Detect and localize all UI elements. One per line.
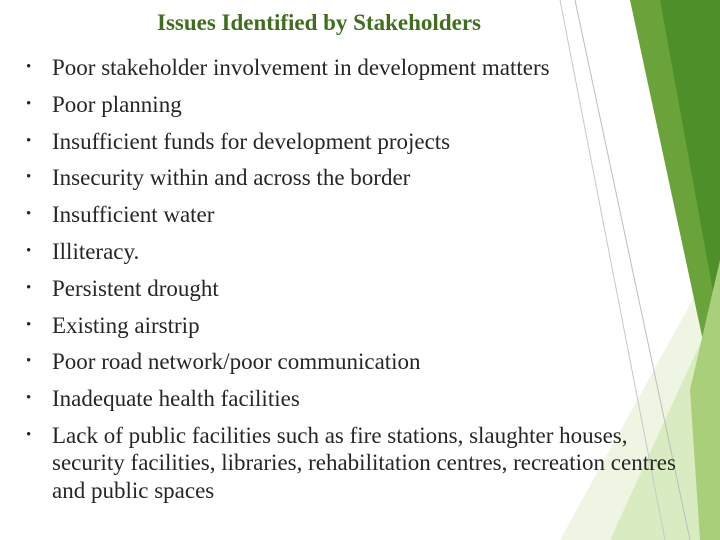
list-item — [26, 54, 706, 82]
list-item-text: Inadequate health facilities — [52, 386, 300, 412]
bullet-icon: • — [26, 95, 32, 112]
list-item — [26, 201, 706, 229]
list-item — [26, 238, 706, 266]
list-item-text: Insecurity within and across the border — [52, 165, 411, 191]
list-item — [26, 275, 706, 303]
bullet-icon: • — [26, 353, 32, 370]
bullet-list — [26, 54, 706, 514]
bullet-icon: • — [26, 132, 32, 149]
list-item-text: Insufficient water — [52, 202, 215, 228]
list-item — [26, 422, 706, 505]
bullet-icon: • — [26, 242, 32, 259]
bullet-icon: • — [26, 316, 32, 333]
bullet-icon: • — [26, 426, 32, 443]
bullet-icon: • — [26, 206, 32, 223]
list-item-text: Insufficient funds for development projects — [52, 128, 451, 154]
list-item — [26, 385, 706, 413]
list-item-text: Illiteracy. — [52, 238, 140, 264]
list-item — [26, 91, 706, 119]
bullet-icon: • — [26, 390, 32, 407]
list-item — [26, 164, 706, 192]
list-item-text: Lack of public facilities such as fire stations, slaughter houses, security facilities, libraries, rehabilitation centres, recreation centres and public spaces — [52, 422, 676, 503]
bullet-icon: • — [26, 59, 32, 75]
list-item — [26, 312, 706, 340]
list-item-text: Existing airstrip — [52, 312, 200, 338]
list-item-text: Poor stakeholder involvement in development matters — [52, 55, 550, 80]
list-item-text: Poor road network/poor communication — [52, 349, 421, 375]
bullet-icon: • — [26, 169, 32, 186]
list-item-text: Poor planning — [52, 91, 182, 117]
bullet-icon: • — [26, 279, 32, 296]
list-item — [26, 128, 706, 156]
list-item — [26, 348, 706, 376]
page-title: Issues Identified by Stakeholders — [157, 10, 481, 35]
list-item-text: Persistent drought — [52, 275, 219, 301]
